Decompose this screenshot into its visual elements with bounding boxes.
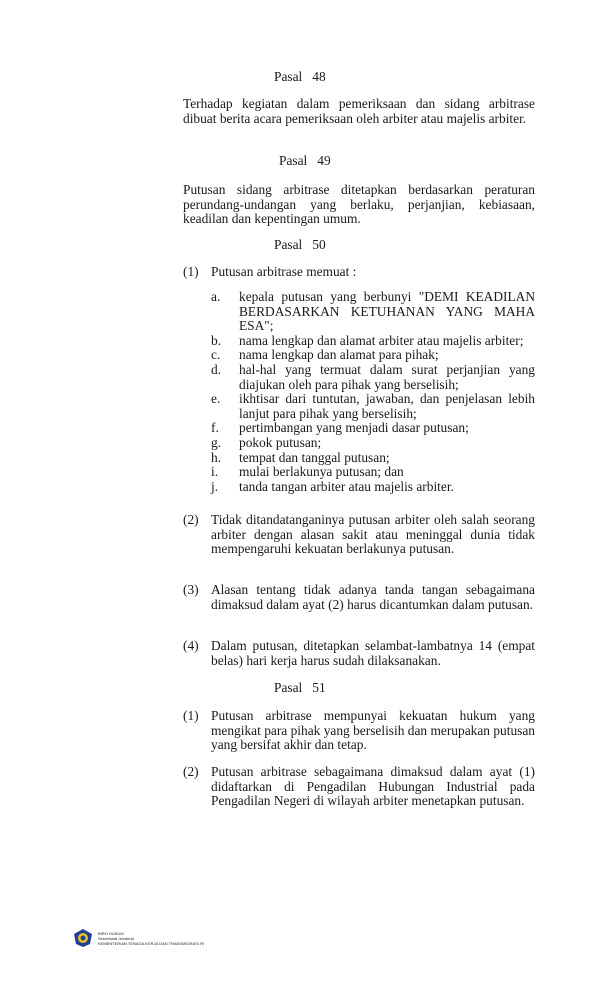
list-letter: j.: [211, 478, 219, 494]
ayat-text: Dalam putusan, ditetapkan selambat-lambatnya 14 (empat belas) hari kerja harus sudah dilaksanakan.: [211, 638, 535, 668]
list-item: [211, 392, 535, 421]
list-text: ikhtisar dari tuntutan, jawaban, dan penjelasan lebih lanjut para pihak yang berselisih;: [239, 391, 535, 421]
list-letter: b.: [211, 332, 222, 348]
ayat-text: Alasan tentang tidak adanya tanda tangan sebagaimana dimaksud dalam ayat (2) harus dicantumkan dalam putusan.: [211, 582, 535, 612]
list-letter: h.: [211, 449, 222, 465]
ayat-number: (2): [183, 512, 199, 527]
list-text: tanda tangan arbiter atau majelis arbiter.: [239, 478, 454, 494]
list-text: pokok putusan;: [239, 434, 322, 450]
pasal-51-title: Pasal 51: [274, 680, 326, 695]
pasal-50-ayat-1: [183, 265, 535, 280]
list-text: mulai berlakunya putusan; dan: [239, 464, 404, 480]
ayat-number: (2): [183, 764, 199, 779]
list-letter: e.: [211, 391, 221, 407]
ayat-text: Putusan arbitrase sebagaimana dimaksud dalam ayat (1) didaftarkan di Pengadilan Hubungan Industrial pada Pengadilan Negeri di wilayah arbiter menetapkan putusan.: [211, 764, 535, 809]
ayat-text: Putusan arbitrase memuat :: [211, 264, 357, 279]
list-item: [211, 334, 535, 349]
ayat-number: (3): [183, 582, 199, 597]
list-text: kepala putusan yang berbunyi "DEMI KEADILAN BERDASARKAN KETUHANAN YANG MAHA ESA";: [239, 289, 535, 334]
list-text: nama lengkap dan alamat arbiter atau majelis arbiter;: [239, 332, 524, 348]
list-letter: i.: [211, 464, 219, 480]
pasal-51-ayat-1: [183, 709, 535, 753]
list-text: nama lengkap dan alamat para pihak;: [239, 347, 439, 363]
list-letter: a.: [211, 289, 221, 304]
footer-logo-block: [72, 928, 204, 948]
ayat-text: Tidak ditandatanganinya putusan arbiter oleh salah seorang arbiter dengan alasan sakit atau meninggal dunia tidak mempengaruhi kekuatan berlakunya putusan.: [211, 512, 535, 557]
pasal-50-ayat-2: [183, 513, 535, 557]
list-item: [211, 465, 535, 480]
list-text: hal-hal yang termuat dalam surat perjanjian yang diajukan oleh para pihak yang berselisih;: [239, 361, 535, 392]
footer-line-2: Sekretariat Jenderal: [98, 935, 134, 941]
list-letter: c.: [211, 347, 221, 363]
pasal-50-title: Pasal 50: [274, 237, 326, 252]
pasal-49-title: Pasal 49: [279, 153, 331, 168]
list-text: tempat dan tanggal putusan;: [239, 449, 390, 465]
list-item: [211, 421, 535, 436]
list-letter: f.: [211, 420, 219, 436]
pasal-50-ayat-4: [183, 639, 535, 668]
list-item: [211, 348, 535, 363]
list-item: [211, 451, 535, 466]
list-item: [211, 436, 535, 451]
list-item: [211, 480, 535, 495]
list-letter: g.: [211, 434, 222, 450]
ayat-number: (1): [183, 264, 199, 279]
pasal-48-text: Terhadap kegiatan dalam pemeriksaan dan sidang arbitrase dibuat berita acara pemeriksaan oleh arbiter atau majelis arbiter.: [183, 96, 535, 126]
footer-line-3: KEMENTERIAN TENAGA KERJA DAN TRANSMIGRASI RI: [98, 940, 205, 946]
putusan-contents-list: [211, 290, 535, 494]
pasal-51-ayat-2: [183, 765, 535, 809]
pasal-49-text: Putusan sidang arbitrase ditetapkan berdasarkan peraturan perundang-undangan yang berlaku, perjanjian, kebiasaan, keadilan dan kepentingan umum.: [183, 182, 535, 227]
pasal-50-ayat-3: [183, 583, 535, 612]
list-item: [211, 363, 535, 392]
list-item: [211, 290, 535, 334]
ministry-emblem-icon: [72, 928, 94, 948]
list-letter: d.: [211, 361, 222, 377]
ayat-number: (4): [183, 638, 199, 653]
ayat-number: (1): [183, 708, 199, 723]
list-text: pertimbangan yang menjadi dasar putusan;: [239, 420, 469, 436]
ayat-text: Putusan arbitrase mempunyai kekuatan hukum yang mengikat para pihak yang berselisih dan merupakan putusan yang bersifat akhir dan tetap.: [211, 708, 535, 753]
footer-line-1: BIRO HUKUM: [98, 930, 124, 936]
pasal-48-title: Pasal 48: [274, 69, 326, 84]
